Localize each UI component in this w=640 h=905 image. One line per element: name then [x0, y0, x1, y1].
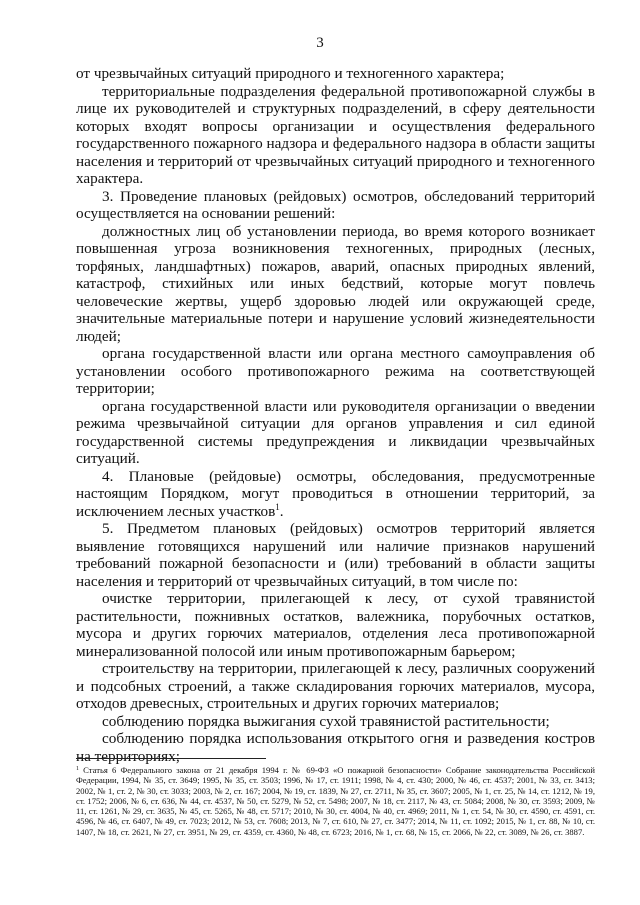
paragraph: 5. Предметом плановых (рейдовых) осмотров территорий является выявление готовящихся нарушений или наличие признаков нарушений требований пожарной безопасности и (или) требований в области защиты населения и территорий от чрезвычайных ситуаций, в том числе по:	[76, 520, 595, 590]
footnote-marker: 1	[76, 766, 79, 772]
paragraph: соблюдению порядка выжигания сухой травянистой растительности;	[102, 712, 550, 730]
paragraph: 3. Проведение плановых (рейдовых) осмотров, обследований территорий осуществляется на основании решений:	[76, 187, 595, 222]
paragraph: территориальные подразделения федеральной противопожарной службы в лице их руководителей и структурных подразделений, в сферу деятельности которых входят вопросы организации и осуществления федерального государственного пожарного надзора и федерального надзора в области защиты населения и территорий от чрезвычайных ситуаций природного и техногенного характера.	[76, 82, 595, 187]
paragraph: должностных лиц об установлении периода, во время которого возникает повышенная угроза возникновения техногенных, природных (лесных, торфяных, ландшафтных) пожаров, аварий, опасных природных явлений, катастроф, стихийных или иных бедствий, которые могут повлечь человеческие жертвы, ущерб здоровью людей или окружающей среде, значительные материальные потери и нарушение условий жизнедеятельности людей;	[76, 222, 595, 345]
paragraph-end: .	[279, 502, 284, 520]
footnote-separator	[76, 758, 266, 759]
paragraph: соблюдению порядка использования открытого огня и разведения костров на территориях;	[76, 730, 595, 765]
footnote	[76, 765, 595, 837]
paragraph: органа государственной власти или руководителя организации о введении режима чрезвычайной ситуации для органов управления и сил единой государственной системы предупреждения и ликвидации чрезвычайных ситуаций.	[76, 397, 595, 467]
paragraph-text: 4. Плановые (рейдовые) осмотры, обследования, предусмотренные настоящим Порядком, могут проводиться в отношении территорий, за исключением лесных участков	[76, 467, 595, 520]
paragraph: очистке территории, прилегающей к лесу, от сухой травянистой растительности, пожнивных остатков, валежника, порубочных остатков, мусора и других горючих материалов, отделения леса противопожарной минерализованной полосой или иным противопожарным барьером;	[76, 590, 595, 660]
document-body	[76, 65, 595, 765]
paragraph: строительству на территории, прилегающей к лесу, различных сооружений и подсобных строений, а также складирования горючих материалов, мусора, отходов древесных, строительных и других горючих материалов;	[76, 660, 595, 712]
paragraph: от чрезвычайных ситуаций природного и техногенного характера;	[76, 65, 505, 82]
paragraph-with-footnote-ref	[76, 468, 595, 521]
footnote-reference[interactable]: 1	[275, 501, 280, 512]
page-number: 3	[316, 35, 324, 51]
footnote-text: Статья 6 Федерального закона от 21 декабря 1994 г. № 69-ФЗ «О пожарной безопасности» Собрание законодательства Российской Федерации, 1994, № 35, ст. 3649; 1995, № 35, ст. 3503; 1996, № 17, ст. 1911; 1998, № 4, ст. 430; 2000, № 46, ст. 4537; 2001, № 33, ст. 3413; 2002, № 1, ст. 2, № 30, ст. 3033; 2003, № 2, ст. 167; 2004, № 19, ст. 1839, № 27, ст. 2711, № 35, ст. 3607; 2005, № 1, ст. 25, № 14, ст. 1212, № 19, ст. 1752; 2006, № 6, ст. 636, № 44, ст. 4537, № 50, ст. 5279, № 52, ст. 5498; 2007, № 18, ст. 2117, № 43, ст. 5084; 2008, № 30, ст. 3593; 2009, № 11, ст. 1261, № 29, ст. 3635, № 45, ст. 5265, № 48, ст. 5717; 2010, № 30, ст. 4004, № 40, ст. 4969; 2011, № 1, ст. 54, № 30, ст. 4590, ст. 4591, ст. 4596, № 46, ст. 6407, № 49, ст. 7023; 2012, № 53, ст. 7608; 2013, № 7, ст. 610, № 27, ст. 3477; 2014, № 11, ст. 1092; 2015, № 1, ст. 88, № 10, ст. 1407, № 18, ст. 2621, № 27, ст. 3951, № 29, ст. 4359, ст. 4360, № 48, ст. 6723; 2016, № 1, ст. 68, № 15, ст. 2066, № 22, ст. 3089, № 26, ст. 3887.	[76, 765, 595, 837]
paragraph: органа государственной власти или органа местного самоуправления об установлении особого противопожарного режима на соответствующей территории;	[76, 345, 595, 397]
